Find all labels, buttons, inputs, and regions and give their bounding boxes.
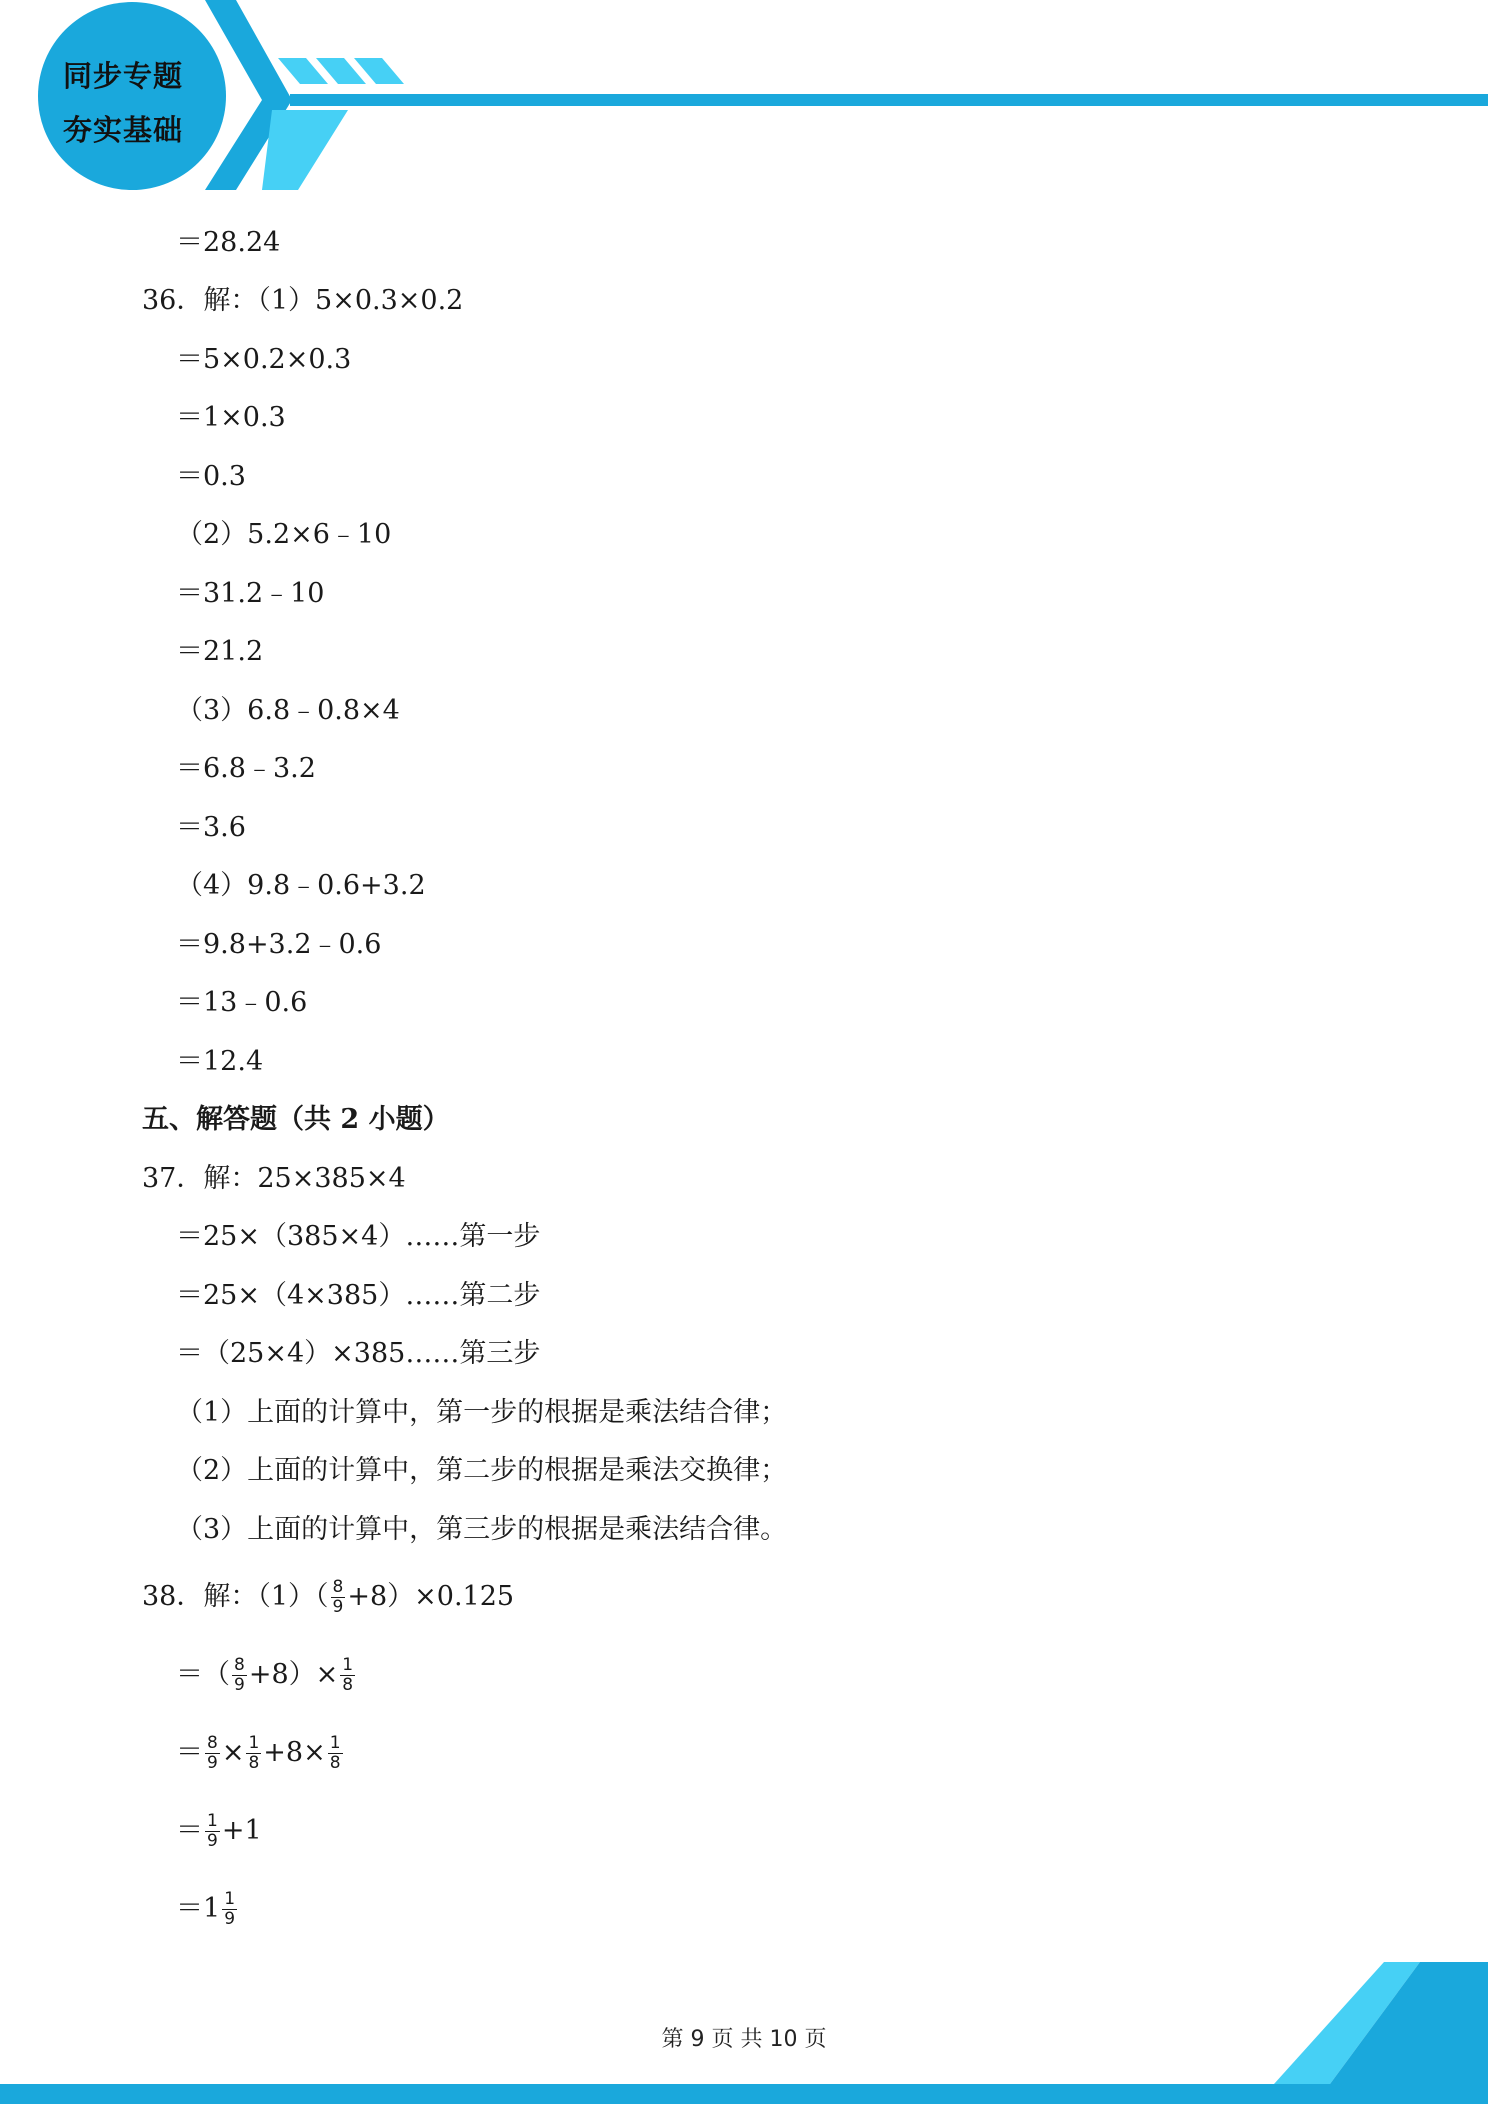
numerator: 8 (332, 1577, 344, 1597)
section-heading: 五、解答题（共 2 小题） (142, 1104, 450, 1135)
text-line: ＝28.24 (176, 227, 281, 258)
text-line: ＝25×（4×385）……第二步 (176, 1280, 541, 1311)
text-segment: ＝ (176, 1815, 203, 1846)
denominator: 9 (332, 1597, 344, 1617)
denominator: 9 (207, 1753, 218, 1773)
text-segment: 38．解：（1）（ (142, 1581, 329, 1612)
numerator: 1 (224, 1889, 236, 1909)
text-segment: +8× (263, 1737, 326, 1768)
text-line: ＝1×0.3 (176, 402, 286, 433)
text-line: （4）9.8﹣0.6+3.2 (176, 870, 426, 901)
text-line: （3）上面的计算中，第三步的根据是乘法结合律。 (176, 1514, 788, 1545)
numerator: 1 (342, 1655, 354, 1675)
text-segment: × (221, 1737, 245, 1768)
text-line: （2）上面的计算中，第二步的根据是乘法交换律； (176, 1455, 788, 1486)
numerator: 1 (248, 1733, 260, 1753)
question-36: 36．解：（1）5×0.3×0.2 (142, 285, 464, 316)
text-line (176, 1890, 239, 1929)
question-38 (142, 1578, 514, 1617)
fraction (205, 1734, 220, 1773)
header-badge-line1: 同步专题 (62, 59, 183, 93)
denominator: 8 (329, 1753, 341, 1773)
numerator: 8 (234, 1655, 245, 1675)
denominator: 8 (248, 1753, 260, 1773)
text-line: ＝3.6 (176, 812, 246, 843)
fraction (246, 1734, 261, 1773)
header-chevron-light (262, 110, 348, 190)
text-line: ＝（25×4）×385……第三步 (176, 1338, 541, 1369)
denominator: 9 (224, 1909, 236, 1929)
text-line: ＝9.8+3.2﹣0.6 (176, 929, 382, 960)
question-37: 37．解：25×385×4 (142, 1163, 406, 1194)
page-number: 第 9 页 共 10 页 (661, 2027, 827, 2052)
text-segment: +1 (221, 1815, 262, 1846)
text-line: （2）5.2×6﹣10 (176, 519, 392, 550)
text-line (176, 1734, 345, 1773)
text-line: ＝0.3 (176, 461, 246, 492)
fraction (232, 1656, 247, 1695)
fraction (331, 1578, 346, 1617)
denominator: 9 (234, 1675, 245, 1695)
header-badge-line2: 夯实基础 (62, 113, 183, 147)
text-line: （1）上面的计算中，第一步的根据是乘法结合律； (176, 1397, 788, 1428)
numerator: 8 (207, 1733, 218, 1753)
text-segment: ＝ (176, 1737, 203, 1768)
text-segment: ＝（ (176, 1659, 230, 1690)
text-line: ＝31.2﹣10 (176, 578, 325, 609)
fraction (222, 1890, 237, 1929)
text-segment: +8）×0.125 (347, 1581, 515, 1612)
numerator: 1 (329, 1733, 341, 1753)
text-segment: +8）× (248, 1659, 339, 1690)
denominator: 9 (207, 1831, 218, 1851)
text-line: ＝6.8﹣3.2 (176, 753, 316, 784)
footer-bar (0, 2084, 1488, 2104)
fraction (205, 1812, 220, 1851)
text-line (176, 1656, 357, 1695)
text-line: ＝13﹣0.6 (176, 987, 308, 1018)
text-segment: ＝1 (176, 1893, 221, 1924)
fraction (340, 1656, 355, 1695)
text-line: ＝5×0.2×0.3 (176, 344, 352, 375)
text-line: ＝12.4 (176, 1046, 264, 1077)
numerator: 1 (207, 1811, 218, 1831)
fraction (328, 1734, 343, 1773)
header-badge-circle (38, 2, 226, 190)
text-line: ＝25×（385×4）……第一步 (176, 1221, 541, 1252)
header-bar (290, 94, 1488, 106)
text-line (176, 1812, 262, 1851)
text-line: ＝21.2 (176, 636, 264, 667)
denominator: 8 (342, 1675, 354, 1695)
text-line: （3）6.8﹣0.8×4 (176, 695, 400, 726)
